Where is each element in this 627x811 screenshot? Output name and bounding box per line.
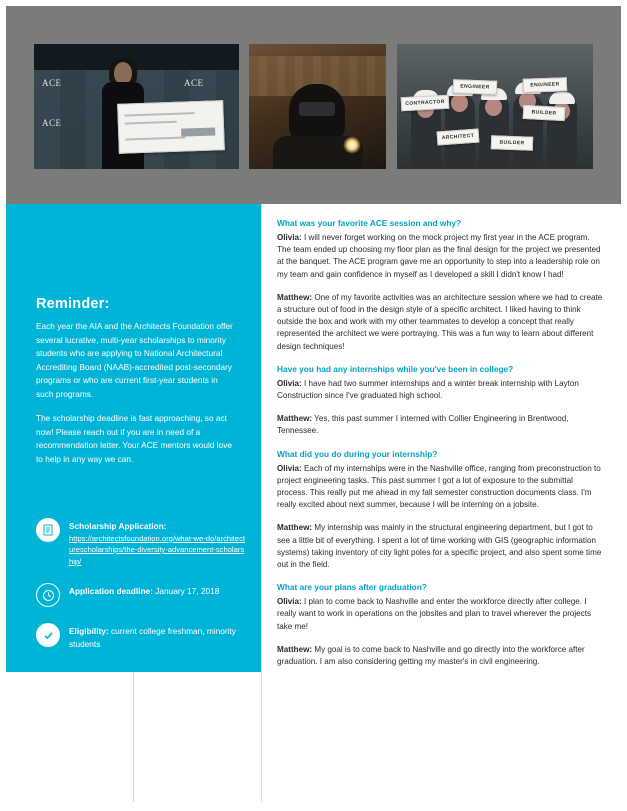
answer-text: Yes, this past summer I interned with Collier Engineering in Brentwood, Tennessee. bbox=[277, 414, 569, 436]
info-item-value: current college freshman, minority students bbox=[69, 626, 236, 649]
interview-question: What did you do during your internship? bbox=[277, 448, 438, 459]
face-shape bbox=[451, 94, 468, 112]
answer-text: I plan to come back to Nashville and enter the workforce directly after college. I really want to work in operations on the jobsites and plan to travel wherever the projects take me! bbox=[277, 597, 592, 631]
ace-logo-icon: ACE bbox=[42, 78, 62, 88]
award-check bbox=[117, 100, 225, 154]
reminder-panel bbox=[6, 204, 261, 672]
answer-speaker: Olivia: bbox=[277, 597, 302, 607]
answer-speaker: Matthew: bbox=[277, 292, 313, 302]
info-item-label: Scholarship Application: bbox=[69, 521, 167, 531]
check-line bbox=[125, 112, 195, 116]
info-item-application-deadline bbox=[36, 583, 246, 607]
answer-text: My goal is to come back to Nashville and go directly into the workforce after graduation. I am also considering getting my master's in civil engineering. bbox=[277, 644, 585, 667]
document-icon bbox=[36, 518, 60, 542]
info-item-text bbox=[69, 623, 246, 650]
interview-block bbox=[277, 364, 605, 438]
weld-spark bbox=[343, 136, 361, 154]
head-shape bbox=[114, 62, 132, 84]
career-sign: ENGINEER bbox=[453, 79, 497, 95]
interview-block bbox=[277, 449, 605, 572]
group-hardhats-photo bbox=[397, 44, 593, 169]
info-item-label: Eligibility: bbox=[69, 626, 109, 636]
interview-block bbox=[277, 582, 605, 668]
interview-block bbox=[277, 218, 605, 353]
answer-speaker: Olivia: bbox=[277, 463, 302, 473]
info-item-label: Application deadline: bbox=[69, 586, 153, 596]
clock-icon bbox=[36, 583, 60, 607]
career-sign: ENGINEER bbox=[523, 77, 567, 93]
answer-text: I have had two summer internships and a winter break internship with Layton Construction since I've graduated high school. bbox=[277, 378, 579, 401]
career-sign: CONTRACTOR bbox=[401, 95, 450, 111]
info-item-text bbox=[69, 583, 219, 598]
interview-answer bbox=[277, 596, 605, 633]
content-region bbox=[6, 204, 621, 805]
answer-text: Each of my internships were in the Nashville office, ranging from preconstruction to project engineering tasks. This past summer I got a lot of exposure to the submittal process. This really put me ahead in my fall semester construction documents class. I'm really excited about next summer, because I will be interning on a jobsite. bbox=[277, 463, 601, 510]
info-item-scholarship-application bbox=[36, 518, 246, 567]
answer-text: I will never forget working on the mock project my first year in the ACE program. The team ended up choosing my floor plan as the final design for the project we presented at the banquet. The ACE program gave me an opportunity to step into a leadership role on my team and gain confidence in myself as I developed a skill I didn't know I had! bbox=[277, 233, 601, 279]
interview-question: Have you had any internships while you've been in college? bbox=[277, 363, 514, 374]
interview-answer bbox=[277, 378, 605, 402]
award-presentation-photo bbox=[34, 44, 239, 169]
interview-answer bbox=[277, 292, 605, 353]
check-signature bbox=[181, 127, 215, 136]
info-item-eligibility bbox=[36, 623, 246, 650]
interview-answer bbox=[277, 232, 605, 281]
answer-speaker: Matthew: bbox=[277, 414, 313, 424]
answer-text: One of my favorite activities was an architecture session where we had to create a structure out of food in the design style of a specific architect. I liked having to think outside the box and work with my other teammates to develop a concept that really represented the architect we were portraying. This was a fun way to learn about different design techniques! bbox=[277, 292, 603, 351]
face-shape bbox=[485, 98, 502, 116]
ace-logo-icon: ACE bbox=[42, 118, 62, 128]
newsletter-sheet bbox=[6, 6, 621, 805]
scholarship-application-link[interactable]: https://architectsfoundation.org/what-we-do/architecturescholarships/the-diversity-advancement-scholarship/ bbox=[69, 533, 246, 566]
check-line bbox=[125, 137, 185, 141]
answer-text: My internship was mainly in the structural engineering department, but I got to see a little bit of everything. I spent a lot of time working with GIS (geographic information systems) taking inventory of city light poles for a specific project, and also spent some time out in the field. bbox=[277, 523, 602, 570]
photo-band bbox=[6, 6, 621, 204]
vertical-divider-left bbox=[133, 672, 134, 802]
answer-speaker: Olivia: bbox=[277, 378, 302, 388]
reminder-paragraph: Each year the AIA and the Architects Foundation offer several lucrative, multi-year scholarships to minority students who are applying to National Architectural Accrediting Board (NAAB)-accredited post-secondary programs or who are current first-year students in such programs. bbox=[36, 321, 233, 399]
career-sign: BUILDER bbox=[491, 135, 533, 150]
info-item-text bbox=[69, 518, 246, 567]
interview-answer bbox=[277, 413, 605, 437]
reminder-paragraph: The scholarship deadline is fast approaching, so act now! Please reach out if you are in need of a recommendation letter. Your ACE mentors would love to help in any way we can. bbox=[36, 413, 233, 464]
interview-question: What are your plans after graduation? bbox=[277, 582, 427, 593]
welding-student-photo bbox=[249, 44, 386, 169]
vertical-divider-center bbox=[261, 204, 262, 802]
info-item-value: January 17, 2018 bbox=[155, 586, 220, 596]
career-sign: ARCHITECT bbox=[437, 129, 480, 146]
helmet-visor bbox=[299, 102, 335, 116]
answer-speaker: Matthew: bbox=[277, 644, 313, 654]
check-line bbox=[125, 121, 177, 125]
check-circle-icon bbox=[36, 623, 60, 647]
interview-answer bbox=[277, 522, 605, 571]
hard-hat-icon bbox=[549, 92, 575, 104]
reminder-text-block bbox=[36, 296, 236, 477]
reminder-title: Reminder: bbox=[36, 296, 110, 312]
interview-answer bbox=[277, 463, 605, 512]
ace-logo-icon: ACE bbox=[184, 78, 204, 88]
answer-speaker: Olivia: bbox=[277, 233, 302, 242]
interview-question: What was your favorite ACE session and why? bbox=[277, 218, 462, 228]
career-sign: BUILDER bbox=[523, 105, 566, 121]
answer-speaker: Matthew: bbox=[277, 523, 313, 533]
interview-column bbox=[277, 218, 605, 679]
interview-answer bbox=[277, 644, 605, 668]
reminder-info-list bbox=[36, 518, 246, 666]
